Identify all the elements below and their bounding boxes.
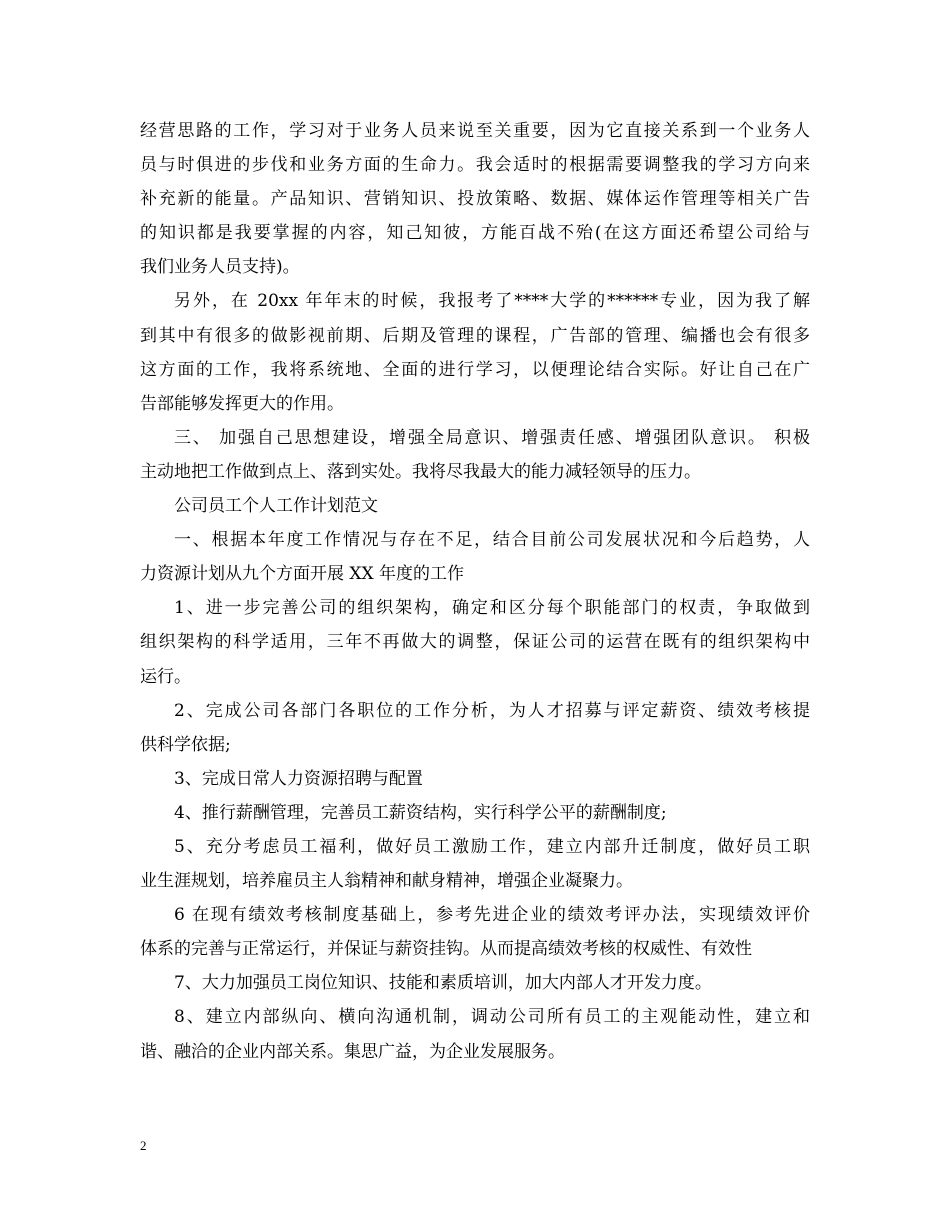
paragraph (140, 694, 810, 762)
paragraph (140, 966, 810, 1000)
paragraph (140, 898, 810, 966)
text-line: 8、建立内部纵向、横向沟通机制，调动公司所有员工的主观能动性，建立和 (174, 1007, 810, 1028)
text-line: 4、推行薪酬管理，完善员工薪资结构，实行科学公平的薪酬制度; (174, 802, 667, 823)
text-line: 体系的完善与正常运行，并保证与薪资挂钩。从而提高绩效考核的权威性、有效性 (140, 939, 752, 960)
text-line: 经营思路的工作，学习对于业务人员来说至关重要，因为它直接关系到一个业务人 (140, 121, 810, 141)
text-line: 组织架构的科学适用，三年不再做大的调整，保证公司的运营在既有的组织架构中 (140, 632, 810, 653)
text-line: 补充新的能量。产品知识、营销知识、投放策略、数据、媒体运作管理等相关广告 (140, 189, 810, 210)
text-line: 2、完成公司各部门各职位的工作分析，为人才招募与评定薪资、绩效考核提 (174, 700, 810, 721)
text-line: 业生涯规划，培养雇员主人翁精神和献身精神，增强企业凝聚力。 (140, 871, 633, 892)
text-line: 运行。 (140, 666, 191, 687)
text-line: 公司员工个人工作计划范文 (174, 496, 378, 517)
text-line: 另外，在 20xx 年年末的时候，我报考了****大学的******专业，因为我了解 (174, 291, 810, 312)
text-line: 主动地把工作做到点上、落到实处。我将尽我最大的能力减轻领导的压力。 (140, 461, 701, 482)
paragraph (140, 1000, 810, 1068)
paragraph (140, 284, 810, 420)
text-line: 一、根据本年度工作情况与存在不足，结合目前公司发展状况和今后趋势，人 (174, 530, 810, 551)
text-line: 5、充分考虑员工福利，做好员工激励工作，建立内部升迁制度，做好员工职 (174, 836, 810, 857)
text-line: 力资源计划从九个方面开展 XX 年度的工作 (140, 564, 465, 585)
document-body (140, 114, 810, 1069)
paragraph (140, 762, 810, 796)
paragraph (140, 421, 810, 489)
paragraph (140, 591, 810, 693)
text-line: 我们业务人员支持)。 (140, 257, 300, 278)
text-line: 6 在现有绩效考核制度基础上，参考先进企业的绩效考评办法，实现绩效评价 (174, 905, 810, 926)
paragraph (140, 489, 810, 523)
text-line: 的知识都是我要掌握的内容，知己知彼，方能百战不殆(在这方面还希望公司给与 (140, 223, 810, 244)
paragraph (140, 114, 810, 284)
text-line: 三、 加强自己思想建设，增强全局意识、增强责任感、增强团队意识。 积极 (174, 427, 810, 448)
page-number: 2 (140, 1138, 147, 1153)
text-line: 1、进一步完善公司的组织架构，确定和区分每个职能部门的权责，争取做到 (174, 598, 810, 619)
text-line: 3、完成日常人力资源招聘与配置 (174, 768, 423, 789)
text-line: 7、大力加强员工岗位知识、技能和素质培训，加大内部人才开发力度。 (174, 973, 712, 994)
paragraph (140, 523, 810, 591)
text-line: 告部能够发挥更大的作用。 (140, 393, 344, 414)
text-line: 这方面的工作，我将系统地、全面的进行学习，以便理论结合实际。好让自己在广 (140, 359, 810, 380)
text-line: 员与时俱进的步伐和业务方面的生命力。我会适时的根据需要调整我的学习方向来 (140, 155, 810, 176)
text-line: 谐、融洽的企业内部关系。集思广益，为企业发展服务。 (140, 1041, 565, 1062)
text-line: 供科学依据; (140, 734, 231, 755)
paragraph (140, 830, 810, 898)
paragraph (140, 796, 810, 830)
text-line: 到其中有很多的做影视前期、后期及管理的课程，广告部的管理、编播也会有很多 (140, 325, 810, 346)
